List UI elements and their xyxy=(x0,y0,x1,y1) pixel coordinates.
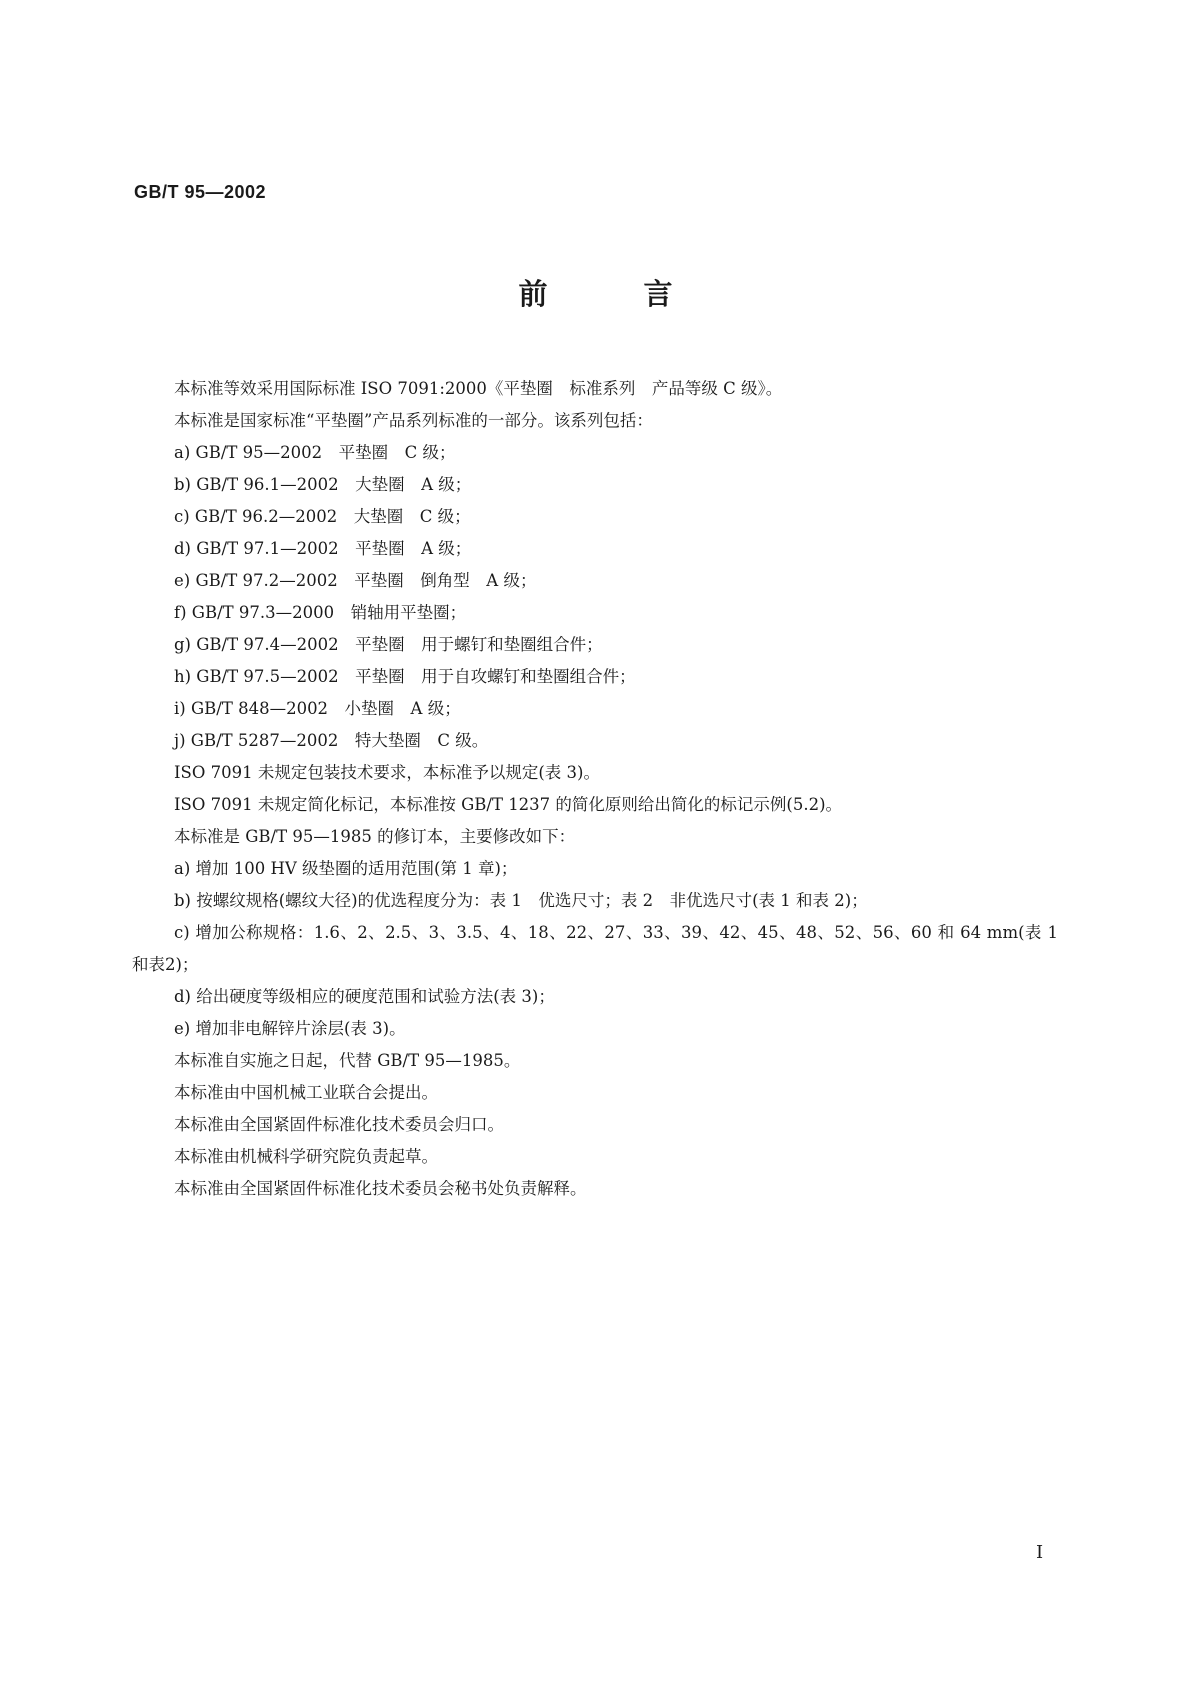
list-item: d) GB/T 97.1—2002 平垫圈 A 级； xyxy=(174,539,472,558)
paragraph: ISO 7091 未规定简化标记，本标准按 GB/T 1237 的简化原则给出简化的标记示例(5.2)。 xyxy=(174,795,843,814)
list-item: e) GB/T 97.2—2002 平垫圈 倒角型 A 级； xyxy=(174,571,537,590)
preface-body xyxy=(132,373,1058,1205)
paragraph: 本标准由全国紧固件标准化技术委员会秘书处负责解释。 xyxy=(174,1179,587,1198)
paragraph: 本标准是 GB/T 95—1985 的修订本，主要修改如下： xyxy=(174,827,576,846)
list-item: a) 增加 100 HV 级垫圈的适用范围(第 1 章)； xyxy=(174,859,518,878)
list-item: c) 增加公称规格：1.6、2、2.5、3、3.5、4、18、22、27、33、39、42、45、48、52、56、60 和 64 mm(表 1 和表2)； xyxy=(132,923,1058,974)
list-item: f) GB/T 97.3—2000 销轴用平垫圈； xyxy=(174,603,467,622)
paragraph: 本标准自实施之日起，代替 GB/T 95—1985。 xyxy=(174,1051,521,1070)
standard-code: GB/T 95—2002 xyxy=(134,182,267,202)
paragraph: 本标准是国家标准“平垫圈”产品系列标准的一部分。该系列包括： xyxy=(174,411,653,430)
list-item: b) GB/T 96.1—2002 大垫圈 A 级； xyxy=(174,475,472,494)
list-item: e) 增加非电解锌片涂层(表 3)。 xyxy=(174,1019,406,1038)
paragraph: 本标准由机械科学研究院负责起草。 xyxy=(174,1147,438,1166)
list-item: b) 按螺纹规格(螺纹大径)的优选程度分为：表 1 优选尺寸；表 2 非优选尺寸(表 1 和表 2)； xyxy=(174,891,868,910)
paragraph: 本标准由全国紧固件标准化技术委员会归口。 xyxy=(174,1115,504,1134)
list-item: c) GB/T 96.2—2002 大垫圈 C 级； xyxy=(174,507,471,526)
title-char-2: 言 xyxy=(643,277,673,311)
page-number: I xyxy=(1036,1542,1044,1563)
list-item: j) GB/T 5287—2002 特大垫圈 C 级。 xyxy=(174,731,489,750)
list-item: i) GB/T 848—2002 小垫圈 A 级； xyxy=(174,699,461,718)
list-item: d) 给出硬度等级相应的硬度范围和试验方法(表 3)； xyxy=(174,987,555,1006)
list-item: h) GB/T 97.5—2002 平垫圈 用于自攻螺钉和垫圈组合件； xyxy=(174,667,636,686)
title-char-1: 前 xyxy=(518,277,548,311)
list-item: g) GB/T 97.4—2002 平垫圈 用于螺钉和垫圈组合件； xyxy=(174,635,603,654)
page-title xyxy=(0,272,1191,313)
paragraph: 本标准等效采用国际标准 ISO 7091:2000《平垫圈 标准系列 产品等级 C 级》。 xyxy=(174,379,783,398)
paragraph: ISO 7091 未规定包装技术要求，本标准予以规定(表 3)。 xyxy=(174,763,600,782)
list-item: a) GB/T 95—2002 平垫圈 C 级； xyxy=(174,443,456,462)
paragraph: 本标准由中国机械工业联合会提出。 xyxy=(174,1083,438,1102)
